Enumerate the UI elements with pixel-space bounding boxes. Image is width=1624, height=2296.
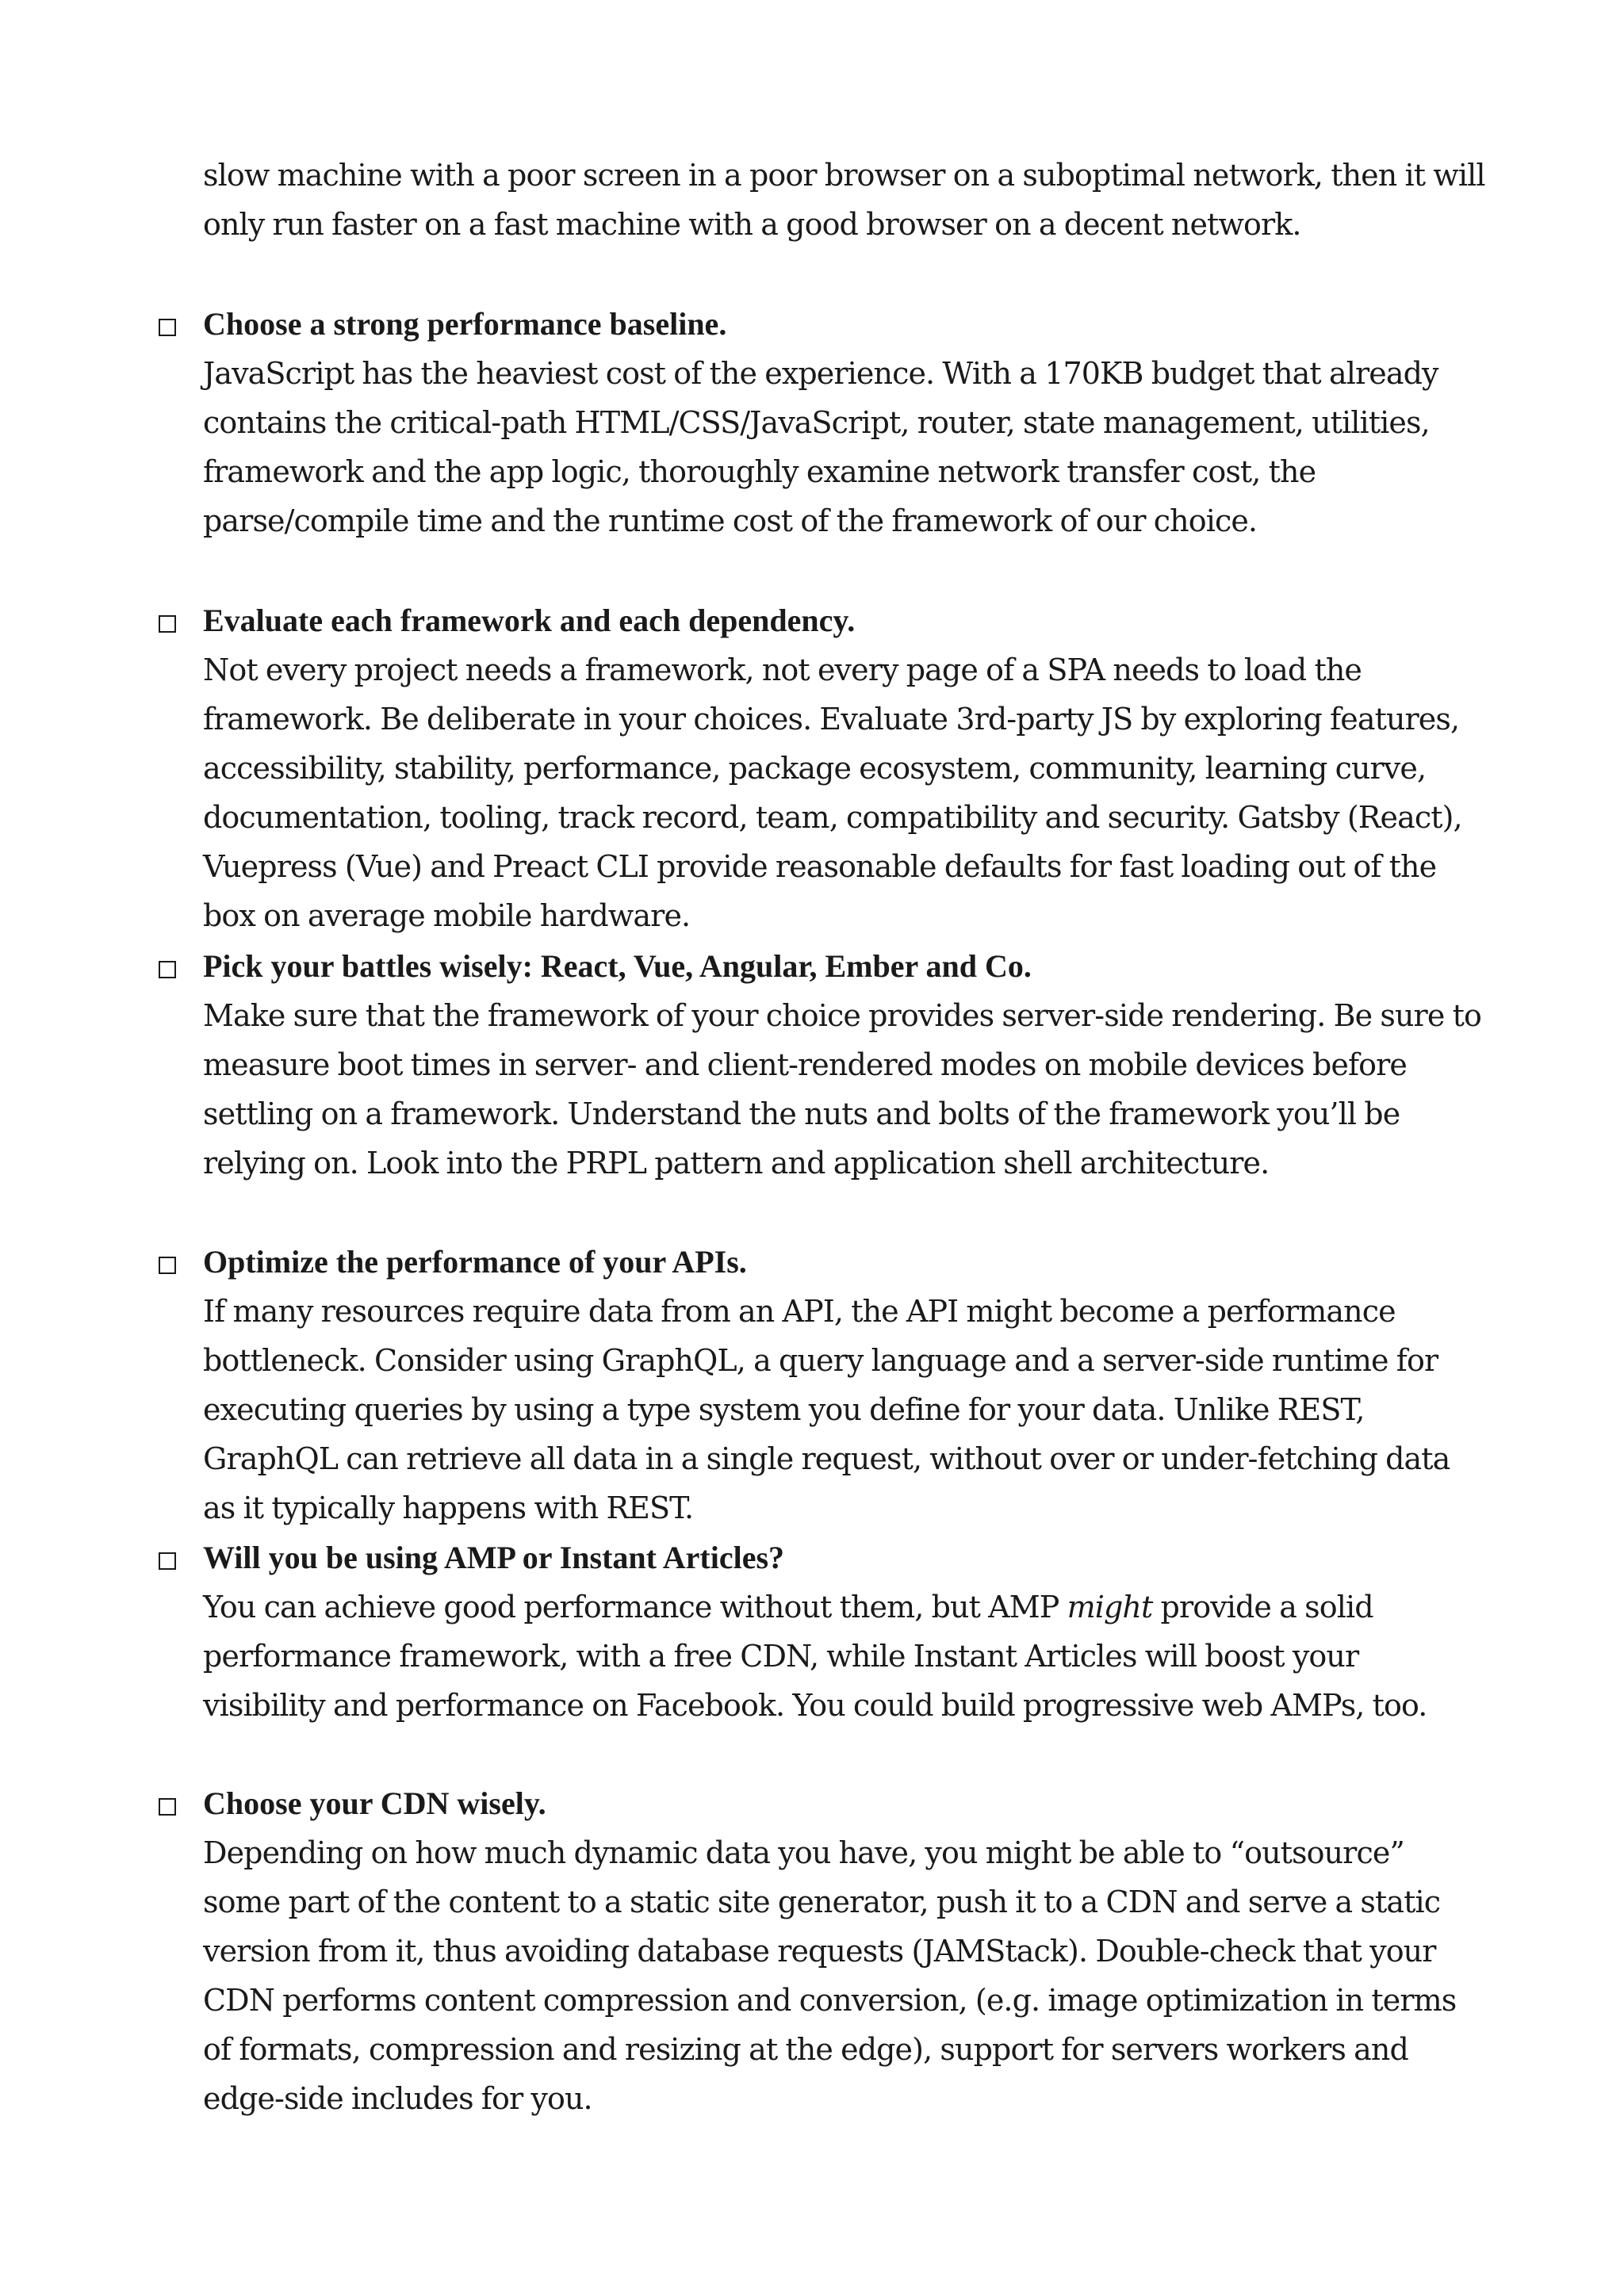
item-title: Evaluate each framework and each dependency. bbox=[203, 603, 856, 638]
item-title: Optimize the performance of your APIs. bbox=[203, 1244, 747, 1280]
item-title: Choose your CDN wisely. bbox=[203, 1785, 546, 1821]
item-description-emphasis: might bbox=[1067, 1590, 1153, 1624]
item-description: Make sure that the framework of your choice provides server-side rendering. Be sure to measure boot times in server- and client-rendered modes on mobile devices before settling on a framework. Understand the nuts and bolts of the framework you’ll be relying on. Look into the PRPL pattern and application shell architecture. bbox=[203, 998, 1481, 1181]
checkbox[interactable] bbox=[159, 961, 176, 978]
item-description-part: provide a solid performance framework, with a free CDN, while Instant Articles will boost your visibility and performance on Facebook. You could build progressive web AMPs, too. bbox=[203, 1590, 1427, 1723]
checkbox[interactable] bbox=[159, 615, 176, 633]
item-description: Depending on how much dynamic data you have, you might be able to “outsource” some part of the content to a static site generator, push it to a CDN and serve a static version from it, thus avoiding database requests (JAMStack). Double-check that your CDN performs content compression and conversion, (e.g. image optimization in terms of formats, compression and resizing at the edge), support for servers workers and edge-side includes for you. bbox=[203, 1835, 1457, 2116]
item-title: Will you be using AMP or Instant Articles? bbox=[203, 1540, 785, 1575]
item-description-part: You can achieve good performance without them, but AMP bbox=[203, 1590, 1067, 1624]
item-description: JavaScript has the heaviest cost of the experience. With a 170KB budget that already contains the critical-path HTML/CSS/JavaScript, router, state management, utilities, framework and the app logic, thoroughly examine network transfer cost, the parse/compile time and the runtime cost of the framework of our choice. bbox=[203, 356, 1438, 538]
item-description: Not every project needs a framework, not every page of a SPA needs to load the framework. Be deliberate in your choices. Evaluate 3rd-party JS by exploring features, accessibility, stability, performance, package ecosystem, community, learning curve, documentation, tooling, track record, team, compatibility and security. Gatsby (React), Vuepress (Vue) and Preact CLI provide reasonable defaults for fast loading out of the box on average mobile hardware. bbox=[203, 652, 1462, 933]
checkbox[interactable] bbox=[159, 319, 176, 336]
checkbox[interactable] bbox=[159, 1552, 176, 1570]
intro-paragraph: slow machine with a poor screen in a poor browser on a suboptimal network, then it will only run faster on a fast machine with a good browser on a decent network. bbox=[203, 158, 1485, 242]
item-description: If many resources require data from an API, the API might become a performance bottleneck. Consider using GraphQL, a query language and a server-side runtime for executing queries by using a type system you define for your data. Unlike REST, GraphQL can retrieve all data in a single request, without over or under-fetching data as it typically happens with REST. bbox=[203, 1294, 1450, 1525]
item-description bbox=[203, 1582, 1488, 1730]
item-title: Choose a strong performance baseline. bbox=[203, 306, 727, 342]
item-title: Pick your battles wisely: React, Vue, Angular, Ember and Co. bbox=[203, 948, 1032, 984]
checkbox[interactable] bbox=[159, 1798, 176, 1816]
checkbox[interactable] bbox=[159, 1257, 176, 1274]
